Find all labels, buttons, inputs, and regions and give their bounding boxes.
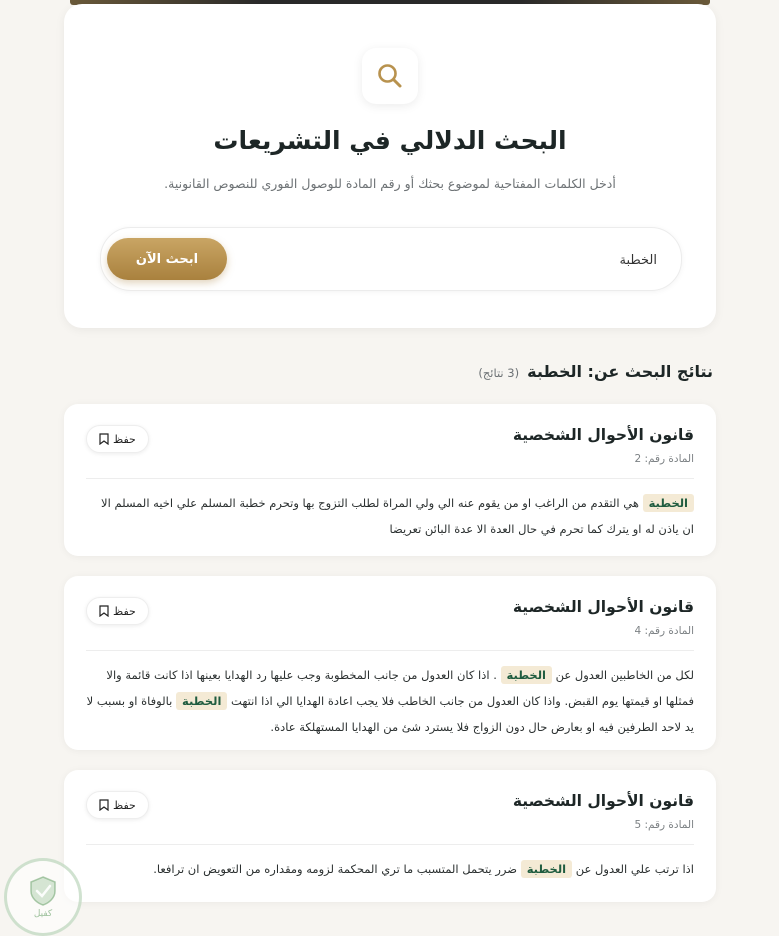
text-segment: هي التقدم من الراغب او من يقوم عنه الي ولي المراة لطلب التزوج بها وتحرم خطبة المسلم علي اخيه المسلم الا ان ياذن له او يترك كما تحرم في حال العدة الا عدة البائن تعريضا bbox=[101, 496, 694, 536]
text-segment: اذا ترتب علي العدول عن bbox=[572, 862, 694, 876]
save-button[interactable] bbox=[86, 597, 149, 625]
search-now-button[interactable]: ابحث الآن bbox=[107, 238, 227, 280]
watermark-text: كفيل bbox=[33, 909, 53, 919]
result-text bbox=[86, 856, 694, 882]
highlight-term: الخطبة bbox=[176, 692, 227, 710]
bookmark-icon bbox=[99, 799, 109, 811]
search-panel bbox=[64, 4, 716, 328]
result-text bbox=[86, 490, 694, 542]
divider bbox=[86, 844, 694, 845]
watermark-logo bbox=[4, 858, 82, 936]
result-article-number: المادة رقم: 5 bbox=[634, 819, 694, 831]
highlight-term: الخطبة bbox=[643, 494, 694, 512]
save-label: حفظ bbox=[113, 604, 136, 618]
save-label: حفظ bbox=[113, 432, 136, 446]
bookmark-icon bbox=[99, 433, 109, 445]
highlight-term: الخطبة bbox=[501, 666, 552, 684]
page-subtitle: أدخل الكلمات المفتاحية لموضوع بحثك أو رقم المادة للوصول الفوري للنصوص القانونية. bbox=[164, 176, 616, 191]
divider bbox=[86, 650, 694, 651]
text-segment: لكل من الخاطبين العدول عن bbox=[551, 668, 694, 682]
search-bar bbox=[100, 227, 682, 291]
highlight-term: الخطبة bbox=[521, 860, 572, 878]
results-count: (3 نتائج) bbox=[478, 366, 520, 380]
bookmark-icon bbox=[99, 605, 109, 617]
text-segment: بالوفاة او بسبب لا يد لاحد الطرفين فيه او بعارض حال دون الزواج فلا يسترد شئ من الهدايا المستهلكة عادة. bbox=[86, 694, 694, 734]
result-title: قانون الأحوال الشخصية bbox=[512, 426, 694, 444]
save-button[interactable] bbox=[86, 791, 149, 819]
results-label: نتائج البحث عن: الخطبة bbox=[527, 362, 713, 381]
search-icon bbox=[362, 48, 418, 104]
result-card bbox=[64, 770, 716, 902]
result-text bbox=[86, 662, 694, 740]
result-title: قانون الأحوال الشخصية bbox=[512, 792, 694, 810]
search-input[interactable] bbox=[275, 246, 659, 274]
divider bbox=[86, 478, 694, 479]
result-title: قانون الأحوال الشخصية bbox=[512, 598, 694, 616]
page-title: البحث الدلالي في التشريعات bbox=[213, 126, 567, 155]
result-card bbox=[64, 404, 716, 556]
save-button[interactable] bbox=[86, 425, 149, 453]
result-article-number: المادة رقم: 4 bbox=[634, 625, 694, 637]
results-term: الخطبة bbox=[527, 362, 582, 381]
save-label: حفظ bbox=[113, 798, 136, 812]
result-article-number: المادة رقم: 2 bbox=[634, 453, 694, 465]
shield-icon bbox=[28, 875, 58, 907]
text-segment: ضرر يتحمل المتسبب ما تري المحكمة لزومه ومقداره من التعويض ان ترافعا. bbox=[153, 862, 521, 876]
result-card bbox=[64, 576, 716, 750]
results-header bbox=[478, 362, 713, 381]
text-segment: . اذا كان العدول من جانب المخطوبة وجب عليها رد الهدايا بعينها اذا كانت قائمة والا فمثلها او قيمتها يوم القبض. واذا كان العدول من جانب الخاطب فلا يجب اعادة الهدايا الي اذا انتهت bbox=[106, 668, 694, 708]
